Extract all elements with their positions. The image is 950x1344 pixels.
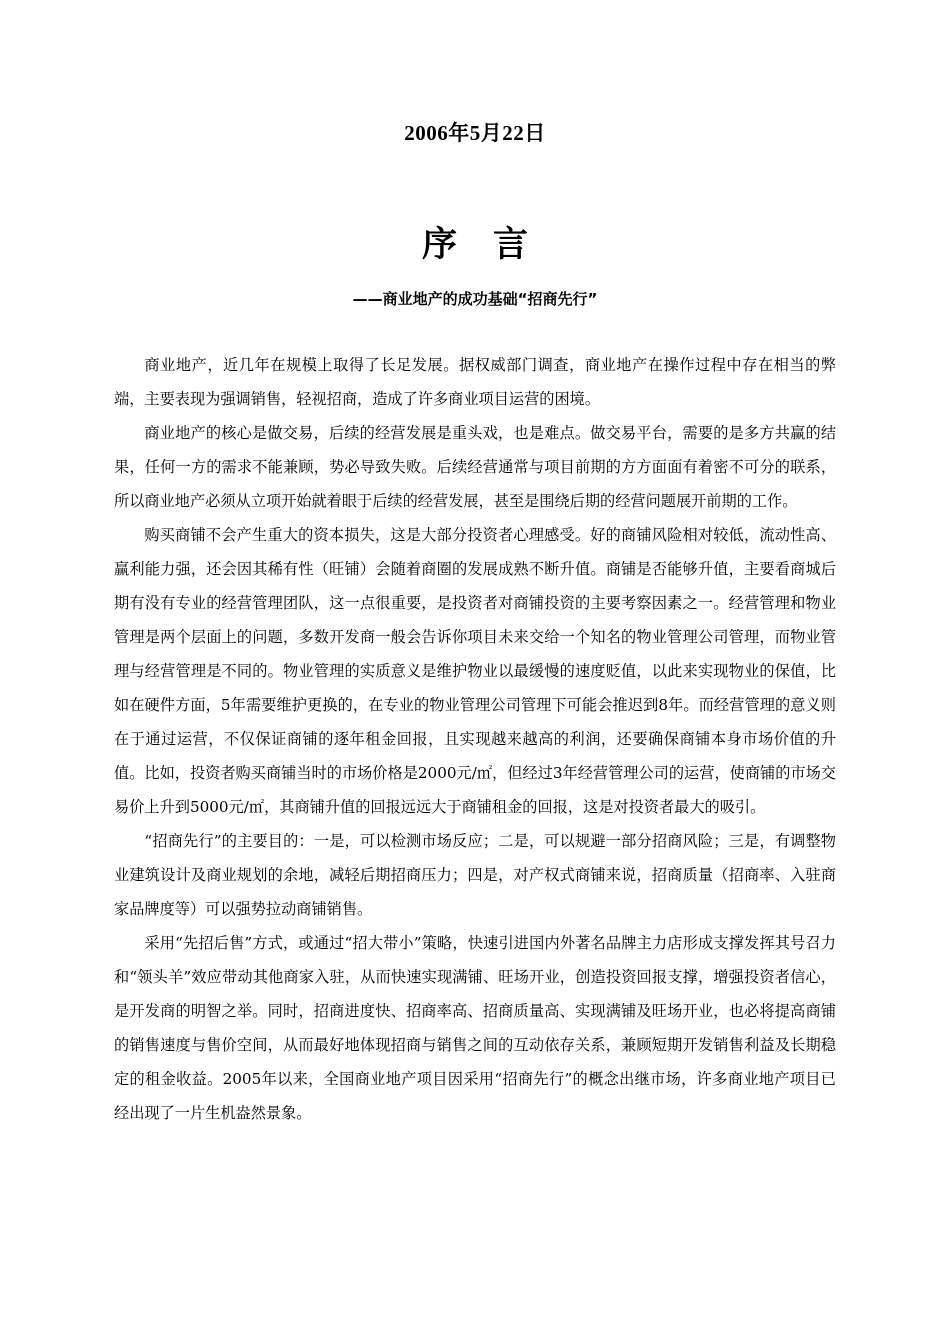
preface-title: 序言 xyxy=(421,224,564,265)
paragraph: 商业地产的核心是做交易，后续的经营发展是重头戏，也是难点。做交易平台，需要的是多方共赢的结果，任何一方的需求不能兼顾，势必导致失败。后续经营通常与项目前期的方方面面有着密不可分的联系，所以商业地产必须从立项开始就着眼于后续的经营发展，甚至是围绕后期的经营问题展开前期的工作。 xyxy=(114,424,836,510)
document-date: 2006年5月22日 xyxy=(404,121,546,145)
preface-body xyxy=(114,348,836,1130)
preface-subtitle: ——商业地产的成功基础“招商先行” xyxy=(352,290,598,308)
paragraph: 采用“先招后售”方式，或通过“招大带小”策略，快速引进国内外著名品牌主力店形成支撑发挥其号召力和“领头羊”效应带动其他商家入驻，从而快速实现满铺、旺场开业，创造投资回报支撑，增强投资者信心，是开发商的明智之举。同时，招商进度快、招商率高、招商质量高、实现满铺及旺场开业，也必将提高商铺的销售速度与售价空间，从而最好地体现招商与销售之间的互动依存关系，兼顾短期开发销售利益及长期稳定的租金收益。2005年以来，全国商业地产项目因采用“招商先行”的概念出继市场，许多商业地产项目已经出现了一片生机盎然景象。 xyxy=(114,934,836,1122)
paragraph: 商业地产，近几年在规模上取得了长足发展。据权威部门调查，商业地产在操作过程中存在相当的弊端，主要表现为强调销售，轻视招商，造成了许多商业项目运营的困境。 xyxy=(114,356,836,408)
paragraph: 购买商铺不会产生重大的资本损失，这是大部分投资者心理感受。好的商铺风险相对较低，流动性高、赢利能力强，还会因其稀有性（旺铺）会随着商圈的发展成熟不断升值。商铺是否能够升值，主要看商城后期有没有专业的经营管理团队，这一点很重要，是投资者对商铺投资的主要考察因素之一。经营管理和物业管理是两个层面上的问题，多数开发商一般会告诉你项目未来交给一个知名的物业管理公司管理，而物业管理与经营管理是不同的。物业管理的实质意义是维护物业以最缓慢的速度贬值，以此来实现物业的保值，比如在硬件方面，5年需要维护更换的，在专业的物业管理公司管理下可能会推迟到8年。而经营管理的意义则在于通过运营，不仅保证商铺的逐年租金回报，且实现越来越高的利润，还要确保商铺本身市场价值的升值。比如，投资者购买商铺当时的市场价格是2000元/㎡，但经过3年经营管理公司的运营，使商铺的市场交易价上升到5000元/㎡，其商铺升值的回报远远大于商铺租金的回报，这是对投资者最大的吸引。 xyxy=(114,526,836,816)
paragraph: “招商先行”的主要目的：一是，可以检测市场反应；二是，可以规避一部分招商风险；三是，有调整物业建筑设计及商业规划的余地，减轻后期招商压力；四是，对产权式商铺来说，招商质量（招商率、入驻商家品牌度等）可以强势拉动商铺销售。 xyxy=(114,832,836,918)
